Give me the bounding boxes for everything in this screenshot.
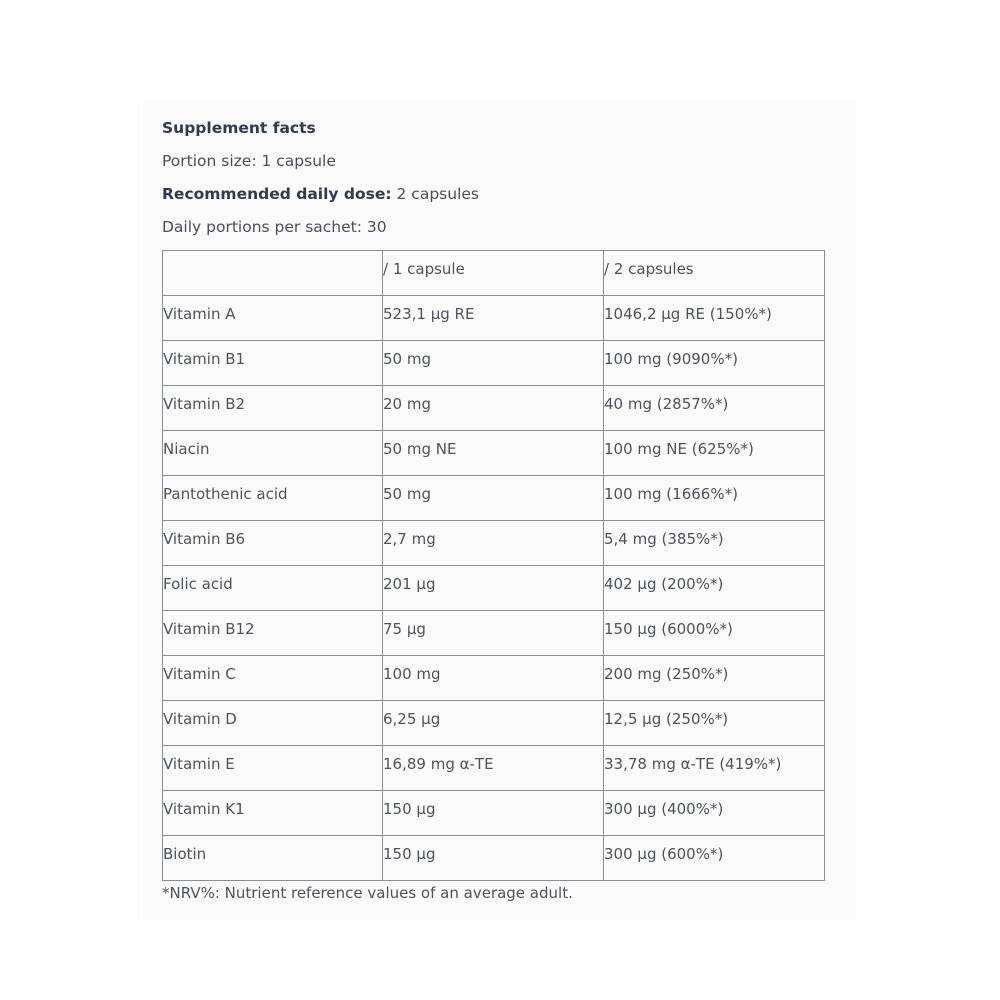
two-capsules-cell-text: 40 mg (2857%*) xyxy=(604,395,729,413)
nutrient-cell-text: Vitamin A xyxy=(163,305,236,323)
one-capsule-cell-text: 523,1 µg RE xyxy=(383,305,475,323)
two-capsules-cell xyxy=(604,521,825,566)
two-capsules-cell-text: 100 mg NE (625%*) xyxy=(604,440,754,458)
portion-size: Portion size: 1 capsule xyxy=(162,152,336,170)
recommended-daily-dose xyxy=(162,178,842,211)
nutrient-cell xyxy=(163,746,383,791)
nrv-footnote: *NRV%: Nutrient reference values of an average adult. xyxy=(162,884,573,902)
nutrient-cell xyxy=(163,791,383,836)
nutrient-cell-text: Vitamin D xyxy=(163,710,237,728)
one-capsule-cell xyxy=(383,656,604,701)
two-capsules-cell-text: 300 µg (400%*) xyxy=(604,800,724,818)
table-row xyxy=(163,791,825,836)
supplement-facts-title: Supplement facts xyxy=(162,119,316,137)
one-capsule-cell xyxy=(383,701,604,746)
recommended-daily-dose-value: 2 capsules xyxy=(391,185,479,203)
nutrient-cell xyxy=(163,836,383,881)
nutrient-cell xyxy=(163,566,383,611)
one-capsule-cell-text: 75 µg xyxy=(383,620,426,638)
two-capsules-cell-text: 200 mg (250%*) xyxy=(604,665,729,683)
one-capsule-cell xyxy=(383,611,604,656)
nutrient-cell-text: Vitamin B6 xyxy=(163,530,246,548)
supplement-facts-table xyxy=(162,250,825,881)
one-capsule-cell-text: 100 mg xyxy=(383,665,441,683)
table-row xyxy=(163,701,825,746)
one-capsule-cell xyxy=(383,296,604,341)
table-row xyxy=(163,386,825,431)
table-row xyxy=(163,566,825,611)
nutrient-cell-text: Vitamin B12 xyxy=(163,620,255,638)
nutrient-cell-text: Biotin xyxy=(163,845,207,863)
table-row xyxy=(163,656,825,701)
two-capsules-cell-text: 150 µg (6000%*) xyxy=(604,620,733,638)
table-row xyxy=(163,746,825,791)
one-capsule-cell-text: 50 mg xyxy=(383,350,431,368)
nutrient-cell xyxy=(163,701,383,746)
two-capsules-cell xyxy=(604,386,825,431)
nutrient-cell xyxy=(163,386,383,431)
one-capsule-cell xyxy=(383,791,604,836)
one-capsule-cell-text: 2,7 mg xyxy=(383,530,436,548)
one-capsule-cell-text: 6,25 µg xyxy=(383,710,441,728)
two-capsules-cell xyxy=(604,431,825,476)
table-row xyxy=(163,476,825,521)
daily-portions: Daily portions per sachet: 30 xyxy=(162,218,387,236)
table-row xyxy=(163,431,825,476)
one-capsule-cell-text: 150 µg xyxy=(383,845,436,863)
two-capsules-cell xyxy=(604,791,825,836)
nutrient-cell xyxy=(163,521,383,566)
column-header-one-capsule: / 1 capsule xyxy=(383,251,604,296)
nutrient-cell xyxy=(163,296,383,341)
nutrient-cell xyxy=(163,611,383,656)
column-header-two-capsules: / 2 capsules xyxy=(604,251,825,296)
nutrient-cell-text: Niacin xyxy=(163,440,210,458)
column-header-nutrient xyxy=(163,251,383,296)
nutrient-cell-text: Vitamin B2 xyxy=(163,395,246,413)
nutrient-cell xyxy=(163,341,383,386)
two-capsules-cell xyxy=(604,701,825,746)
two-capsules-cell xyxy=(604,746,825,791)
two-capsules-cell xyxy=(604,656,825,701)
one-capsule-cell-text: 50 mg xyxy=(383,485,431,503)
two-capsules-cell xyxy=(604,296,825,341)
table-header-row xyxy=(163,251,825,296)
two-capsules-cell-text: 1046,2 µg RE (150%*) xyxy=(604,305,772,323)
two-capsules-cell-text: 100 mg (9090%*) xyxy=(604,350,738,368)
two-capsules-cell xyxy=(604,341,825,386)
one-capsule-cell xyxy=(383,746,604,791)
two-capsules-cell xyxy=(604,566,825,611)
one-capsule-cell xyxy=(383,566,604,611)
table-row xyxy=(163,341,825,386)
nutrient-cell-text: Vitamin C xyxy=(163,665,236,683)
one-capsule-cell-text: 50 mg NE xyxy=(383,440,457,458)
nutrient-cell xyxy=(163,656,383,701)
table-row xyxy=(163,836,825,881)
nutrient-cell-text: Folic acid xyxy=(163,575,233,593)
two-capsules-cell-text: 100 mg (1666%*) xyxy=(604,485,738,503)
two-capsules-cell-text: 300 µg (600%*) xyxy=(604,845,724,863)
two-capsules-cell-text: 12,5 µg (250%*) xyxy=(604,710,729,728)
table-row xyxy=(163,296,825,341)
two-capsules-cell xyxy=(604,476,825,521)
nutrient-cell-text: Pantothenic acid xyxy=(163,485,288,503)
supplement-facts-header xyxy=(162,112,842,244)
nutrient-cell-text: Vitamin B1 xyxy=(163,350,246,368)
one-capsule-cell xyxy=(383,836,604,881)
nutrient-cell xyxy=(163,431,383,476)
one-capsule-cell xyxy=(383,386,604,431)
one-capsule-cell-text: 201 µg xyxy=(383,575,436,593)
one-capsule-cell-text: 20 mg xyxy=(383,395,431,413)
table-row xyxy=(163,611,825,656)
two-capsules-cell-text: 5,4 mg (385%*) xyxy=(604,530,724,548)
one-capsule-cell xyxy=(383,341,604,386)
one-capsule-cell-text: 16,89 mg α-TE xyxy=(383,755,494,773)
one-capsule-cell xyxy=(383,476,604,521)
nutrient-cell xyxy=(163,476,383,521)
two-capsules-cell xyxy=(604,836,825,881)
one-capsule-cell xyxy=(383,431,604,476)
one-capsule-cell xyxy=(383,521,604,566)
two-capsules-cell xyxy=(604,611,825,656)
two-capsules-cell-text: 402 µg (200%*) xyxy=(604,575,724,593)
two-capsules-cell-text: 33,78 mg α-TE (419%*) xyxy=(604,755,782,773)
recommended-daily-dose-label: Recommended daily dose: xyxy=(162,185,392,203)
table-row xyxy=(163,521,825,566)
nutrient-cell-text: Vitamin E xyxy=(163,755,235,773)
nutrient-cell-text: Vitamin K1 xyxy=(163,800,245,818)
one-capsule-cell-text: 150 µg xyxy=(383,800,436,818)
